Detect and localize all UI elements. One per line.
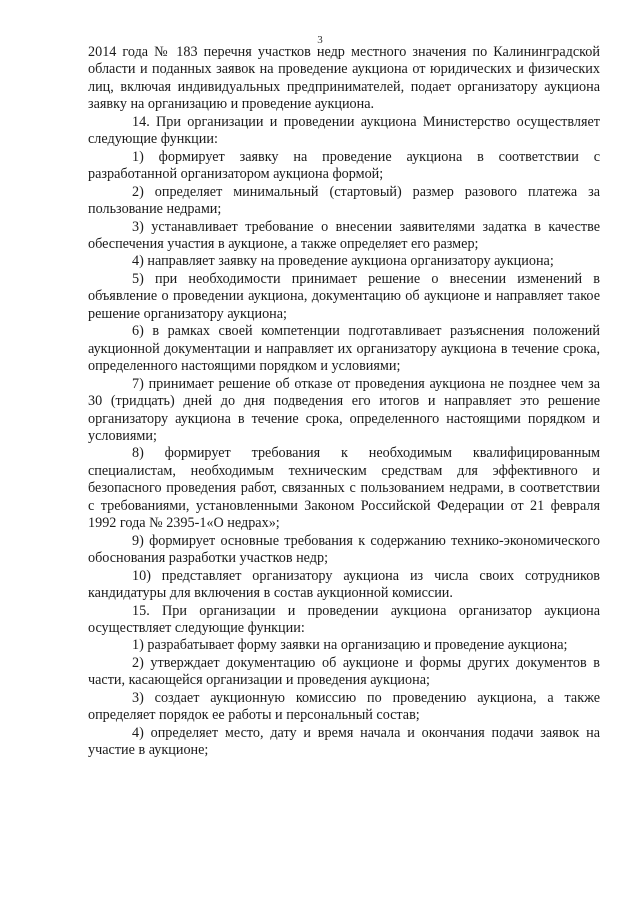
- paragraph-continuation: 2014 года № 183 перечня участков недр местного значения по Калининградской области и поданных заявок на проведение аукциона от юридических и физических лиц, включая индивидуальных предпринимателей, подает организатору аукциона заявку на организацию и проведение аукциона.: [88, 44, 600, 113]
- paragraph-14-item-7: 7) принимает решение об отказе от проведения аукциона не позднее чем за 30 (тридцать) дней до дня подведения его итогов и направляет это решение организатору аукциона в течение срока, определенного настоящими порядком и условиями;: [88, 375, 600, 444]
- paragraph-14-item-3: 3) устанавливает требование о внесении заявителями задатка в качестве обеспечения участия в аукционе, а также определяет его размер;: [88, 218, 600, 252]
- paragraph-15-item-3: 3) создает аукционную комиссию по проведению аукциона, а также определяет порядок ее работы и персональный состав;: [88, 689, 600, 724]
- paragraph-15-item-1: 1) разрабатывает форму заявки на организацию и проведение аукциона;: [132, 637, 568, 654]
- paragraph-15-item-2: 2) утверждает документацию об аукционе и формы других документов в части, касающейся организации и проведения аукциона;: [88, 654, 600, 689]
- paragraph-14-item-2: 2) определяет минимальный (стартовый) размер разового платежа за пользование недрами;: [88, 183, 600, 218]
- paragraph-14-item-9: 9) формирует основные требования к содержанию технико-экономического обоснования разработки участков недр;: [88, 532, 600, 567]
- document-body: [88, 44, 600, 760]
- paragraph-14-item-6: 6) в рамках своей компетенции подготавливает разъяснения положений аукционной документации и направляет их организатору аукциона в течение срока, определенного настоящими порядком и условиями;: [88, 323, 600, 375]
- paragraph-14-item-5: 5) при необходимости принимает решение о внесении изменений в объявление о проведении аукциона, документацию об аукционе и направляет такое решение организатору аукциона;: [88, 270, 600, 322]
- paragraph-14-item-1: 1) формирует заявку на проведение аукциона в соответствии с разработанной организатором аукциона формой;: [88, 148, 600, 183]
- paragraph-15-item-4: 4) определяет место, дату и время начала и окончания подачи заявок на участие в аукционе;: [88, 724, 600, 759]
- page-number: 3: [317, 34, 323, 46]
- paragraph-14-item-8: 8) формирует требования к необходимым квалифицированным специалистам, необходимым техническим средствам для эффективного и безопасного проведения работ, связанных с пользованием недрами, в соответствии с требованиями, установленными Законом Российской Федерации от 21 февраля 1992 года № 2395-1«О недрах»;: [88, 445, 600, 532]
- paragraph-14-item-10: 10) представляет организатору аукциона из числа своих сотрудников кандидатуры для включения в состав аукционной комиссии.: [88, 567, 600, 602]
- paragraph-14-item-4: 4) направляет заявку на проведение аукциона организатору аукциона;: [132, 253, 554, 270]
- paragraph-clause-14: 14. При организации и проведении аукциона Министерство осуществляет следующие функции:: [88, 113, 600, 148]
- paragraph-clause-15: 15. При организации и проведении аукциона организатор аукциона осуществляет следующие функции:: [88, 602, 600, 636]
